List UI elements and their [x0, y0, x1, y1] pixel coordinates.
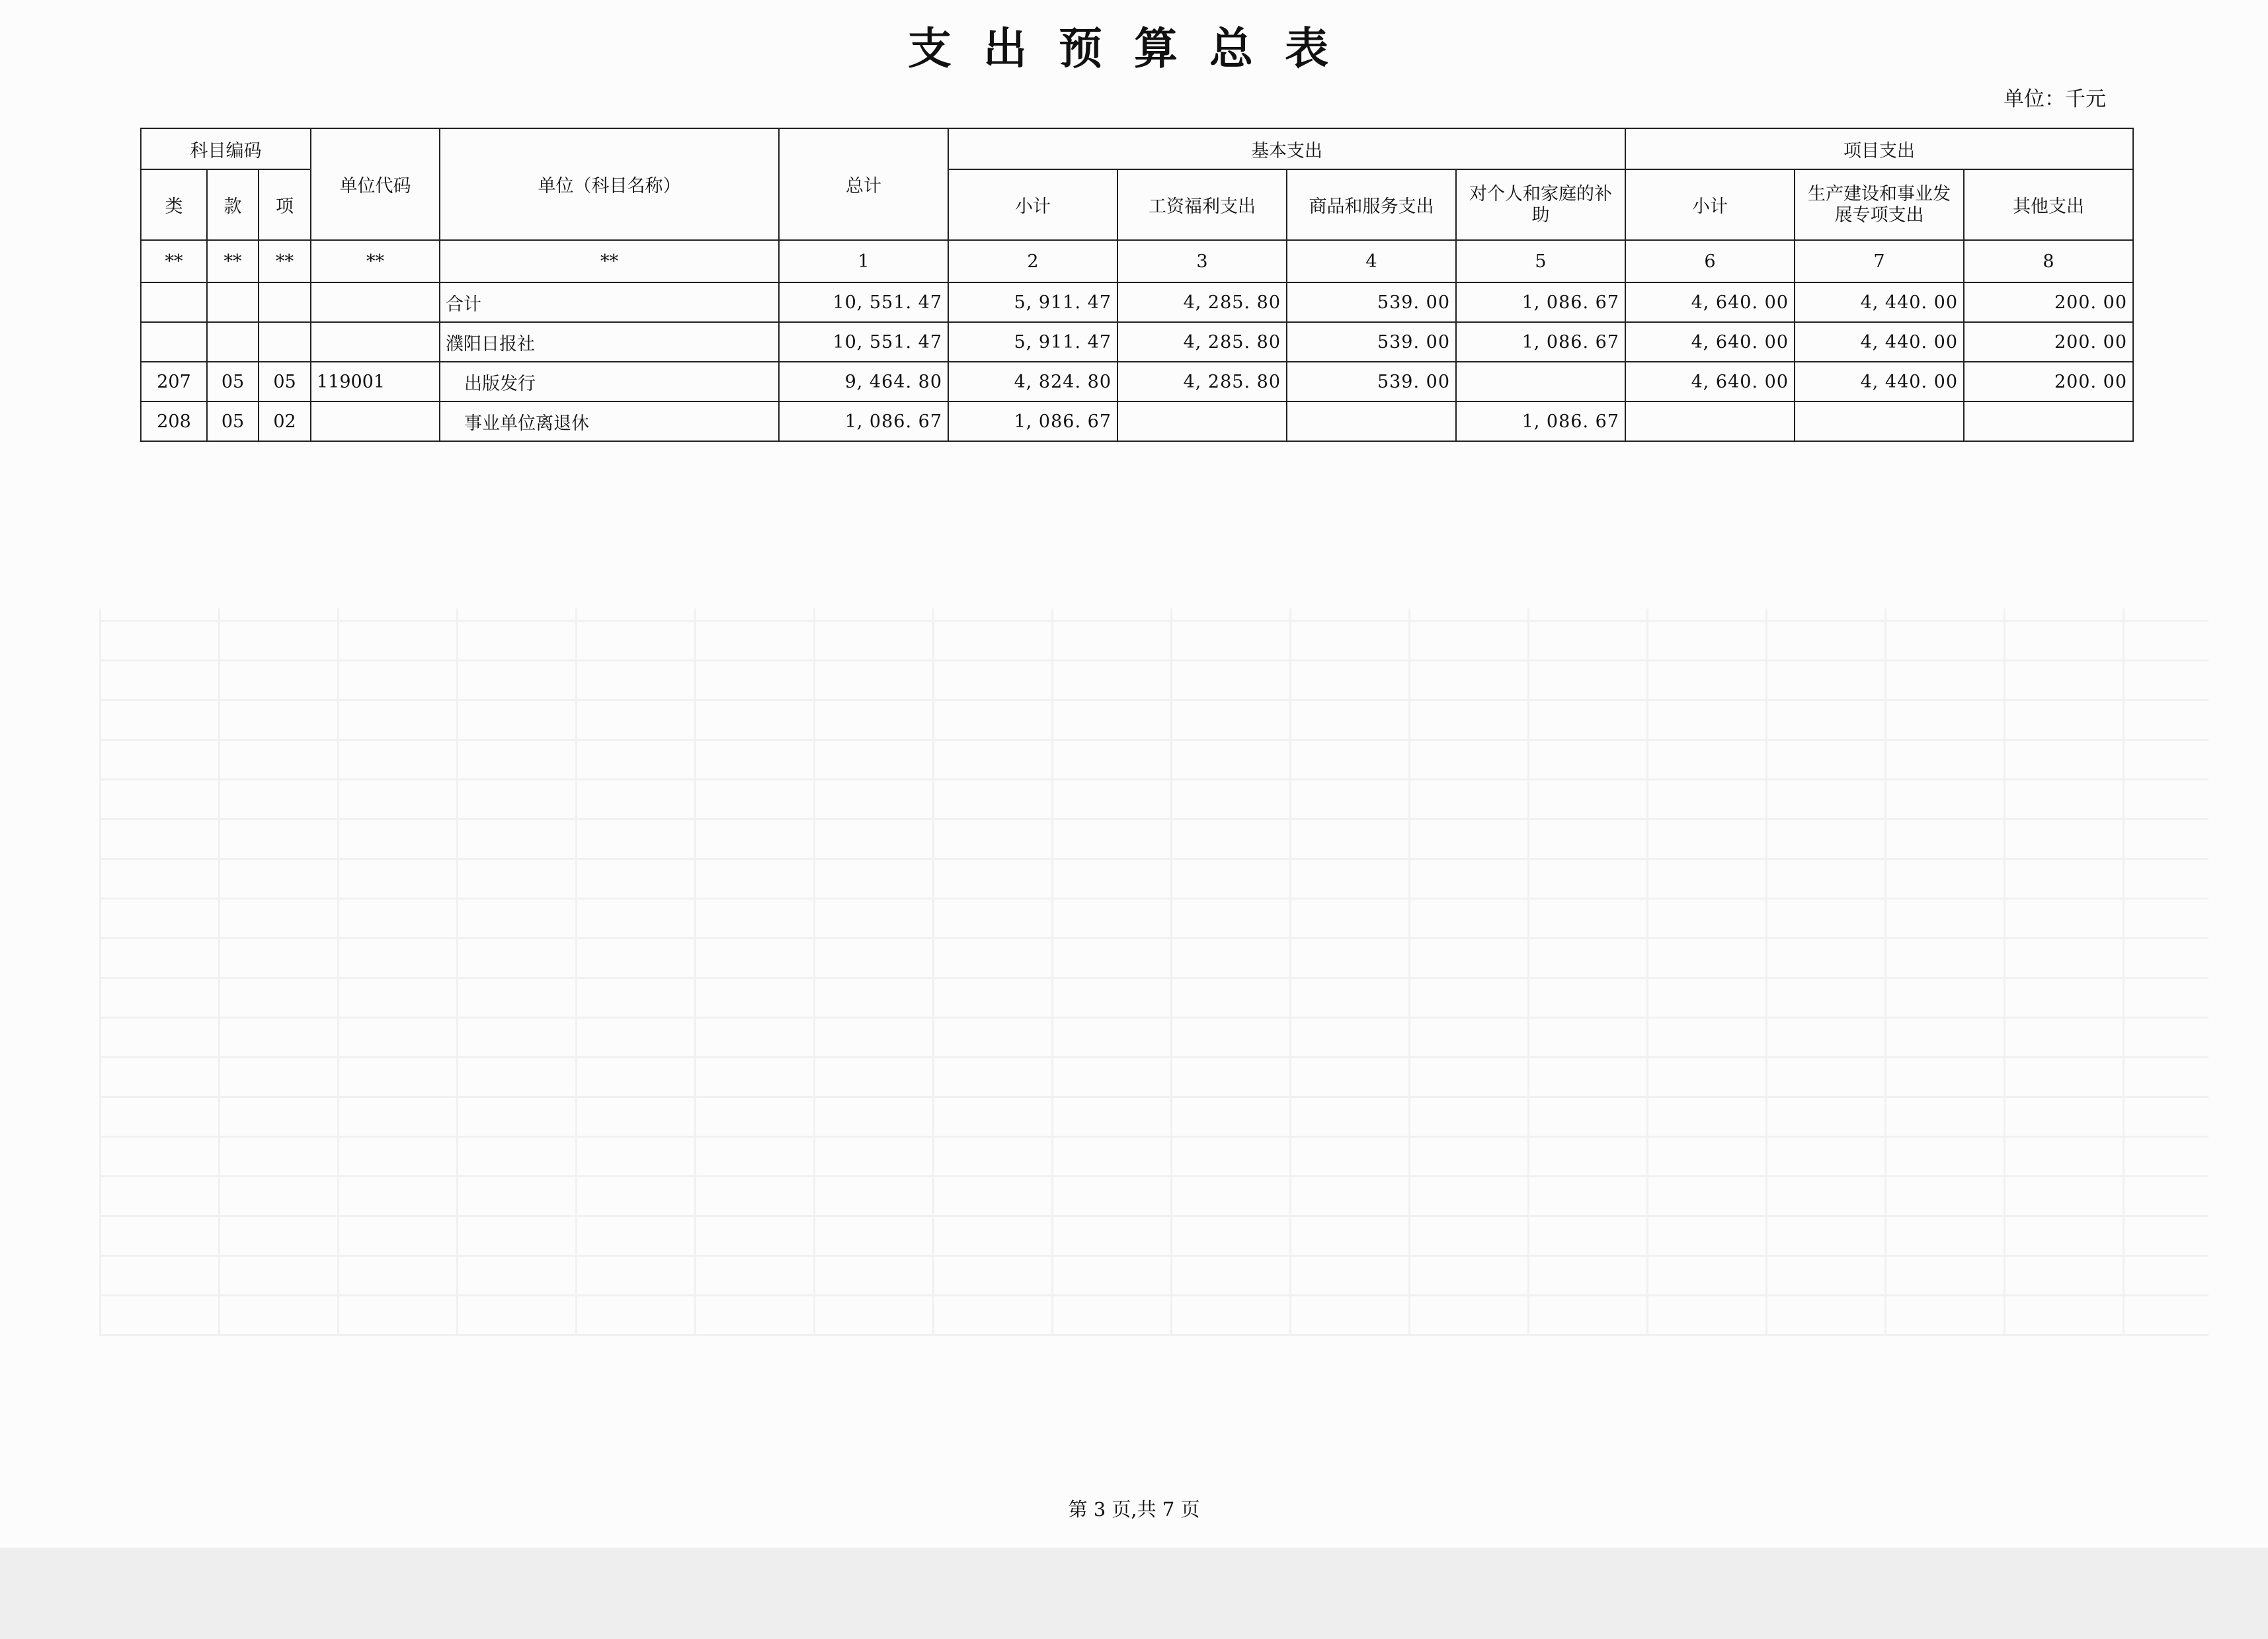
cell-unit-code: [311, 401, 440, 441]
cell-production: 4, 440. 00: [1795, 322, 1964, 362]
cell-unit-name: 出版发行: [440, 362, 779, 401]
cell-xiang: [259, 322, 311, 362]
cell-wages: 4, 285. 80: [1117, 362, 1287, 401]
header-row-1: [141, 128, 2133, 169]
cell-kuan: [207, 282, 259, 322]
cell-other: 200. 00: [1964, 322, 2133, 362]
cell-wages: 4, 285. 80: [1117, 282, 1287, 322]
cell-basic-subtotal: 5, 911. 47: [948, 322, 1117, 362]
header-personal: 对个人和家庭的补助: [1456, 169, 1625, 240]
cell-unit-code: 119001: [311, 362, 440, 401]
header-basic-group: 基本支出: [948, 128, 1625, 169]
header-lei: 类: [141, 169, 207, 240]
index-cell: 8: [1964, 240, 2133, 282]
cell-goods: [1287, 401, 1456, 441]
header-unit-name: 单位（科目名称）: [440, 128, 779, 240]
index-cell: 1: [779, 240, 948, 282]
cell-lei: 207: [141, 362, 207, 401]
cell-xiang: [259, 282, 311, 322]
cell-total: 10, 551. 47: [779, 282, 948, 322]
budget-table: [140, 128, 2134, 442]
cell-xiang: 05: [259, 362, 311, 401]
header-basic-subtotal: 小计: [948, 169, 1117, 240]
cell-unit-name: 事业单位离退休: [440, 401, 779, 441]
header-unit-code: 单位代码: [311, 128, 440, 240]
table-row: [141, 322, 2133, 362]
header-wages: 工资福利支出: [1117, 169, 1287, 240]
cell-project-subtotal: 4, 640. 00: [1625, 282, 1795, 322]
cell-production: 4, 440. 00: [1795, 362, 1964, 401]
header-project-subtotal: 小计: [1625, 169, 1795, 240]
cell-goods: 539. 00: [1287, 282, 1456, 322]
cell-goods: 539. 00: [1287, 322, 1456, 362]
cell-project-subtotal: [1625, 401, 1795, 441]
cell-basic-subtotal: 5, 911. 47: [948, 282, 1117, 322]
cell-basic-subtotal: 4, 824. 80: [948, 362, 1117, 401]
header-code-group: 科目编码: [141, 128, 311, 169]
cell-xiang: 02: [259, 401, 311, 441]
index-cell: 7: [1795, 240, 1964, 282]
header-kuan: 款: [207, 169, 259, 240]
header-xiang: 项: [259, 169, 311, 240]
cell-other: 200. 00: [1964, 282, 2133, 322]
index-cell: 4: [1287, 240, 1456, 282]
cell-personal: 1, 086. 67: [1456, 322, 1625, 362]
cell-project-subtotal: 4, 640. 00: [1625, 362, 1795, 401]
cell-personal: 1, 086. 67: [1456, 401, 1625, 441]
header-project-group: 项目支出: [1625, 128, 2133, 169]
cell-kuan: 05: [207, 401, 259, 441]
cell-total: 9, 464. 80: [779, 362, 948, 401]
cell-basic-subtotal: 1, 086. 67: [948, 401, 1117, 441]
cell-lei: [141, 282, 207, 322]
cell-kuan: [207, 322, 259, 362]
unit-label: 单位：千元: [2004, 87, 2106, 111]
cell-other: [1964, 401, 2133, 441]
cell-unit-name: 合计: [440, 282, 779, 322]
table-row: [141, 362, 2133, 401]
index-cell: **: [311, 240, 440, 282]
header-total: 总计: [779, 128, 948, 240]
table-row: [141, 401, 2133, 441]
bleed-through-background: [99, 609, 2208, 1336]
cell-lei: [141, 322, 207, 362]
header-production: 生产建设和事业发展专项支出: [1795, 169, 1964, 240]
cell-project-subtotal: 4, 640. 00: [1625, 322, 1795, 362]
cell-wages: [1117, 401, 1287, 441]
index-cell: **: [207, 240, 259, 282]
index-cell: **: [440, 240, 779, 282]
cell-personal: [1456, 362, 1625, 401]
index-cell: 6: [1625, 240, 1795, 282]
index-cell: **: [259, 240, 311, 282]
cell-lei: 208: [141, 401, 207, 441]
index-row: [141, 240, 2133, 282]
scan-margin: [0, 1548, 2268, 1639]
cell-other: 200. 00: [1964, 362, 2133, 401]
index-cell: 2: [948, 240, 1117, 282]
cell-wages: 4, 285. 80: [1117, 322, 1287, 362]
index-cell: **: [141, 240, 207, 282]
cell-kuan: 05: [207, 362, 259, 401]
cell-unit-name: 濮阳日报社: [440, 322, 779, 362]
cell-goods: 539. 00: [1287, 362, 1456, 401]
header-goods: 商品和服务支出: [1287, 169, 1456, 240]
document-title: 支出预算总表: [908, 22, 1360, 74]
page-number: 第 3 页,共 7 页: [1068, 1498, 1200, 1521]
cell-production: [1795, 401, 1964, 441]
index-cell: 3: [1117, 240, 1287, 282]
cell-production: 4, 440. 00: [1795, 282, 1964, 322]
table-row: [141, 282, 2133, 322]
cell-unit-code: [311, 282, 440, 322]
cell-total: 10, 551. 47: [779, 322, 948, 362]
cell-total: 1, 086. 67: [779, 401, 948, 441]
header-other: 其他支出: [1964, 169, 2133, 240]
index-cell: 5: [1456, 240, 1625, 282]
cell-personal: 1, 086. 67: [1456, 282, 1625, 322]
cell-unit-code: [311, 322, 440, 362]
